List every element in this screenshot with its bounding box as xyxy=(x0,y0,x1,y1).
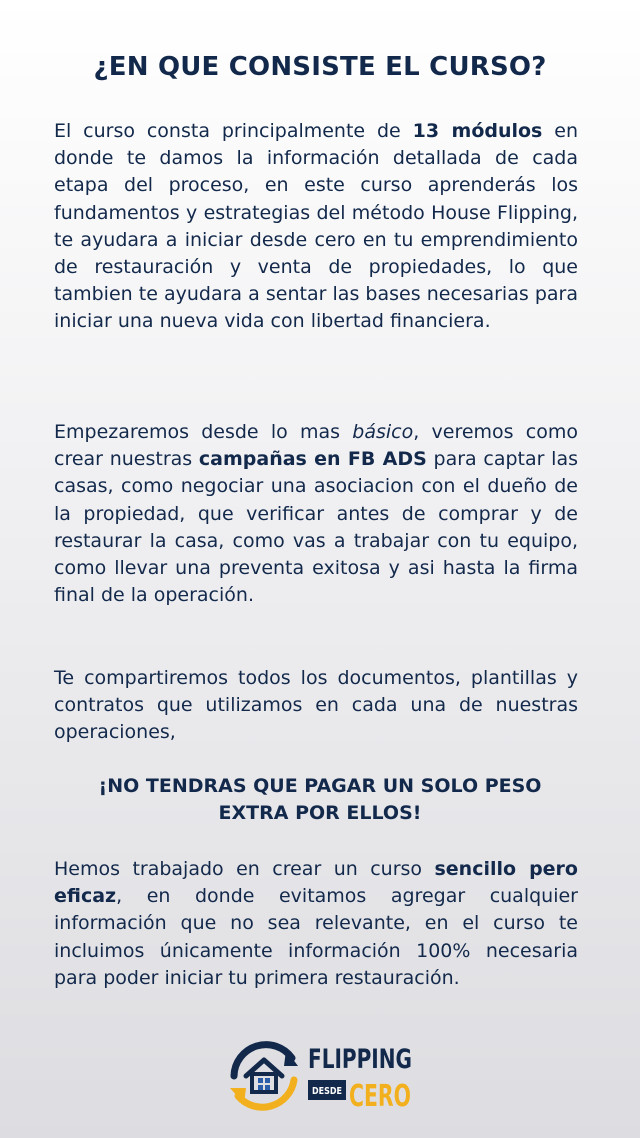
p3-text: Te compartiremos todos los documentos, plantillas y contratos que utilizamos en cada una de nuestras operaciones, xyxy=(54,667,578,744)
paragraph-course-modules xyxy=(54,118,578,336)
page-title: ¿EN QUE CONSISTE EL CURSO? xyxy=(93,52,547,82)
p2-italic-basico: básico xyxy=(352,421,414,443)
brand-logo xyxy=(228,1036,418,1116)
p1-text-1: El curso consta principalmente de xyxy=(54,120,413,142)
p1-bold-modules: 13 módulos xyxy=(412,120,543,142)
p4-bold-sencillo: sencillo pero eficaz xyxy=(54,858,578,908)
p2-text-3: para captar las casas, como negociar una asociacion con el dueño de la propiedad, que verificar antes de comprar y de restaurar la casa, como vas a trabajar con tu equipo, como llevar una preventa exitosa y asi hasta la firma final de la operación. xyxy=(54,448,578,607)
paragraph-simple-effective xyxy=(54,856,578,992)
logo-word-cero: CERO xyxy=(349,1079,411,1114)
p4-text-1: Hemos trabajado en crear un curso xyxy=(54,858,435,880)
logo-word-desde: DESDE xyxy=(312,1086,343,1097)
logo-word-flipping: FLIPPING xyxy=(308,1044,412,1075)
p1-text-2: en donde te damos la información detallada de cada etapa del proceso, en este curso aprenderás los fundamentos y estrategias del método House Flipping, te ayudara a iniciar desde cero en tu emprendimiento de restauración y venta de propiedades, lo que tambien te ayudara a sentar las bases necesarias para iniciar una nueva vida con libertad financiera. xyxy=(54,120,578,333)
paragraph-documents xyxy=(54,665,578,747)
p2-text-1: Empezaremos desde lo mas xyxy=(54,421,353,443)
callout-no-extra-cost xyxy=(0,773,640,827)
callout-line-2: EXTRA POR ELLOS! xyxy=(218,802,422,824)
p2-text-2: , veremos como crear nuestras xyxy=(54,421,578,471)
p4-text-2: , en donde evitamos agregar cualquier información que no sea relevante, en el curso te incluimos únicamente información 100% necesaria para poder iniciar tu primera restauración. xyxy=(54,885,578,989)
paragraph-course-contents xyxy=(54,419,578,609)
p2-bold-fb-ads: campañas en FB ADS xyxy=(198,448,427,471)
callout-line-1: ¡NO TENDRAS QUE PAGAR UN SOLO PESO xyxy=(98,775,542,797)
house-arrows-icon xyxy=(230,1045,298,1108)
